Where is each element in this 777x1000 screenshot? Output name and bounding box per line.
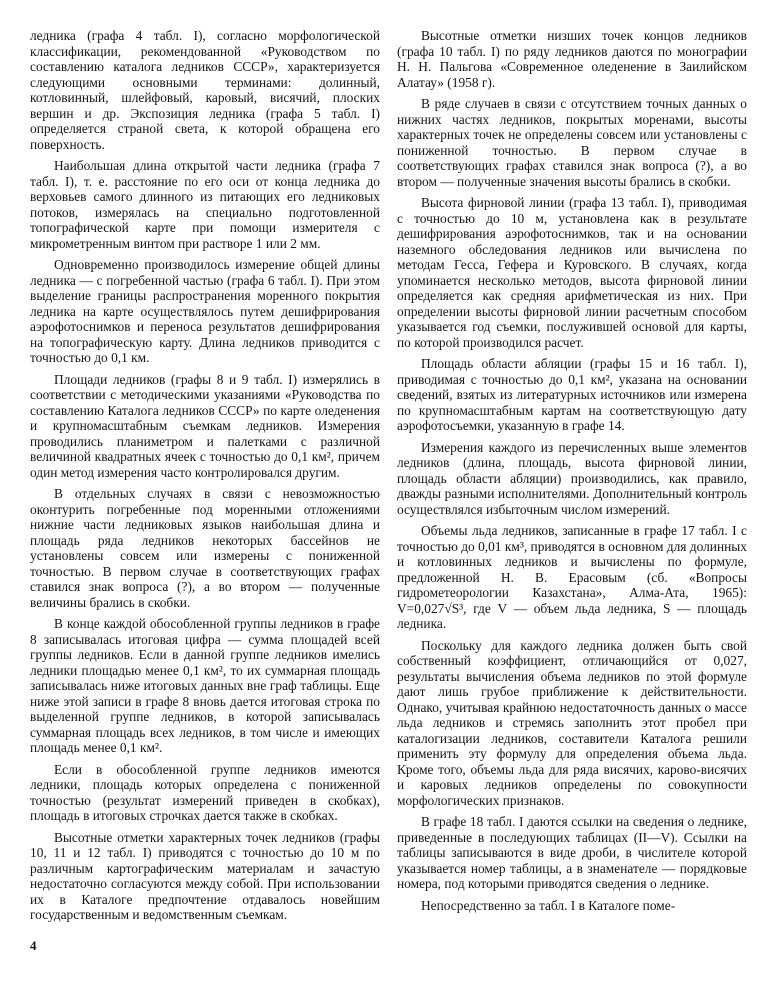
page-number: 4	[30, 938, 37, 953]
paragraph: Непосредственно за табл. I в Каталоге поме-	[421, 897, 676, 913]
paragraph: Поскольку для каждого ледника должен быть свой собственный коэффициент, отличающийся от 0,027, результаты вычисления объема ледников по этой формуле дают лишь грубое приближение к действительности. Однако, учитывая крайнюю недостаточность данных о массе льда ледников и стремясь заполнить этот пробел при каталогизации ледников, составители Каталога решили применить эту формулу для определения объема льда. Кроме того, объемы льда для ряда висячих, карово-висячих и каровых ледников определены по совокупности морфологических признаков.	[397, 637, 747, 808]
left-column	[30, 28, 380, 923]
paragraph: Высота фирновой линии (графа 13 табл. I), приводимая с точностью до 10 м, установлена как в результате дешифрирования аэрофотоснимков, так и на основании наземного обследования ледников или вычислена по методам Гесса, Гефера и Куровского. В случаях, когда упоминается несколько методов, высота фирновой линии определяется как средняя арифметическая из них. При определении высоты фирновой линии расчетным способом указывается год съемки, послужившей основой для карты, по которой производился расчет.	[397, 195, 747, 350]
paragraph: Высотные отметки низших точек концов ледников (графа 10 табл. I) по ряду ледников даются по монографии Н. Н. Пальгова «Современное оледенение в Заилийском Алатау» (1958 г).	[397, 28, 747, 90]
right-column	[397, 28, 747, 913]
paragraph: Если в обособленной группе ледников имеются ледники, площадь которых определена с пониженной точностью (результат измерений приведен в скобках), площадь в итоговых строчках дается также в скобках.	[30, 761, 380, 823]
paragraph: Объемы льда ледников, записанные в графе 17 табл. I с точностью до 0,01 км³, приводятся в основном для долинных и котловинных ледников и вычислены по формуле, предложенной Н. В. Ерасовым (сб. «Вопросы гидрометеорологии Казахстана», Алма-Ата, 1965): V=0,027√S³, где V — объем льда ледника, S — площадь ледника.	[397, 523, 747, 631]
paragraph: В ряде случаев в связи с отсутствием точных данных о нижних частях ледников, покрытых моренами, высоты характерных точек не определены совсем или установлены с пониженной точностью. В первом случае в соответствующих графах ставился знак вопроса (?), а во втором — полученные значения высоты брались в скобки.	[397, 96, 747, 189]
paragraph: Одновременно производилось измерение общей длины ледника — с погребенной частью (графа 6 табл. I). При этом выделение границы распространения моренного покрытия ледника на карте осуществлялось путем дешифрирования аэрофотоснимков и переноса результатов дешифрирования на топографическую карту. Длина ледников приводится с точностью до 0,1 км.	[30, 257, 380, 365]
paragraph: Площади ледников (графы 8 и 9 табл. I) измерялись в соответствии с методическими указаниями «Руководства по составлению Каталога ледников СССР» по карте оледенения и крупномасштабным съемкам ледников. Измерения проводились планиметром и палетками с различной величиной квадратных ячеек с точностью до 0,1 км², причем один метод измерения часто контролировался другим.	[30, 371, 380, 480]
paragraph: Измерения каждого из перечисленных выше элементов ледников (длина, площадь, высота фирновой линии, площадь области абляции) производились, как правило, дважды разными исполнителями. Дополнительный контроль осуществлялся избыточным числом измерений.	[397, 439, 747, 517]
paragraph: В конце каждой обособленной группы ледников в графе 8 записывалась итоговая цифра — сумма площадей всей группы ледников. Если в данной группе ледников имелись ледники площадью менее 0,1 км², то их суммарная площадь записывалась ниже итоговых данных вне граф таблицы. Еще ниже этой записи в графе 8 вновь дается итоговая строка по выделенной группе ледников, в которой записывалась суммарная площадь всех ледников, в том числе и имеющих площадь менее 0,1 км².	[30, 616, 380, 755]
paragraph: Площадь области абляции (графы 15 и 16 табл. I), приводимая с точностью до 0,1 км², указана на основании сведений, взятых из литературных источников или измерена по крупномасштабным картам на соответствующую дату аэрофотосъемки, указанную в графе 14.	[397, 356, 747, 433]
paragraph: Высотные отметки характерных точек ледников (графы 10, 11 и 12 табл. I) приводятся с точностью до 10 м по различным картографическим материалам и зачастую недостаточно согласуются между собой. При использовании их в Каталоге предпочтение отдавалось новейшим государственным и ведомственным съемкам.	[30, 829, 380, 922]
paragraph: В отдельных случаях в связи с невозможностью оконтурить погребенные под моренными отложениями нижние части ледниковых языков наибольшая длина и площадь ряда ледников некоторых бассейнов не установлены совсем или измерены с пониженной точностью. В первом случае в соответствующих графах ставился знак вопроса (?), а во втором — полученные величины брались в скобки.	[30, 486, 380, 610]
paragraph: Наибольшая длина открытой части ледника (графа 7 табл. I), т. е. расстояние по его оси от конца ледника до верховьев самого длинного из питающих его ледниковых потоков, измерялась на специально подготовленной топографической карте при помощи измерителя с микрометренным винтом при растворе 1 или 2 мм.	[30, 158, 380, 251]
paragraph: ледника (графа 4 табл. I), согласно морфологической классификации, рекомендованной «Руководством по составлению каталога ледников СССР», характеризуется следующими основными терминами: долинный, котловинный, шлейфовый, каровый, висячий, плоских вершин и др. Экспозиция ледника (графа 5 табл. I) определяется страной света, к которой обращена его поверхность.	[30, 28, 380, 152]
paragraph: В графе 18 табл. I даются ссылки на сведения о леднике, приведенные в последующих таблицах (II—V). Ссылки на таблицы записываются в виде дроби, в числителе которой указывается номер таблицы, а в знаменателе — порядковые номера, под которыми приводятся сведения о леднике.	[397, 814, 747, 891]
